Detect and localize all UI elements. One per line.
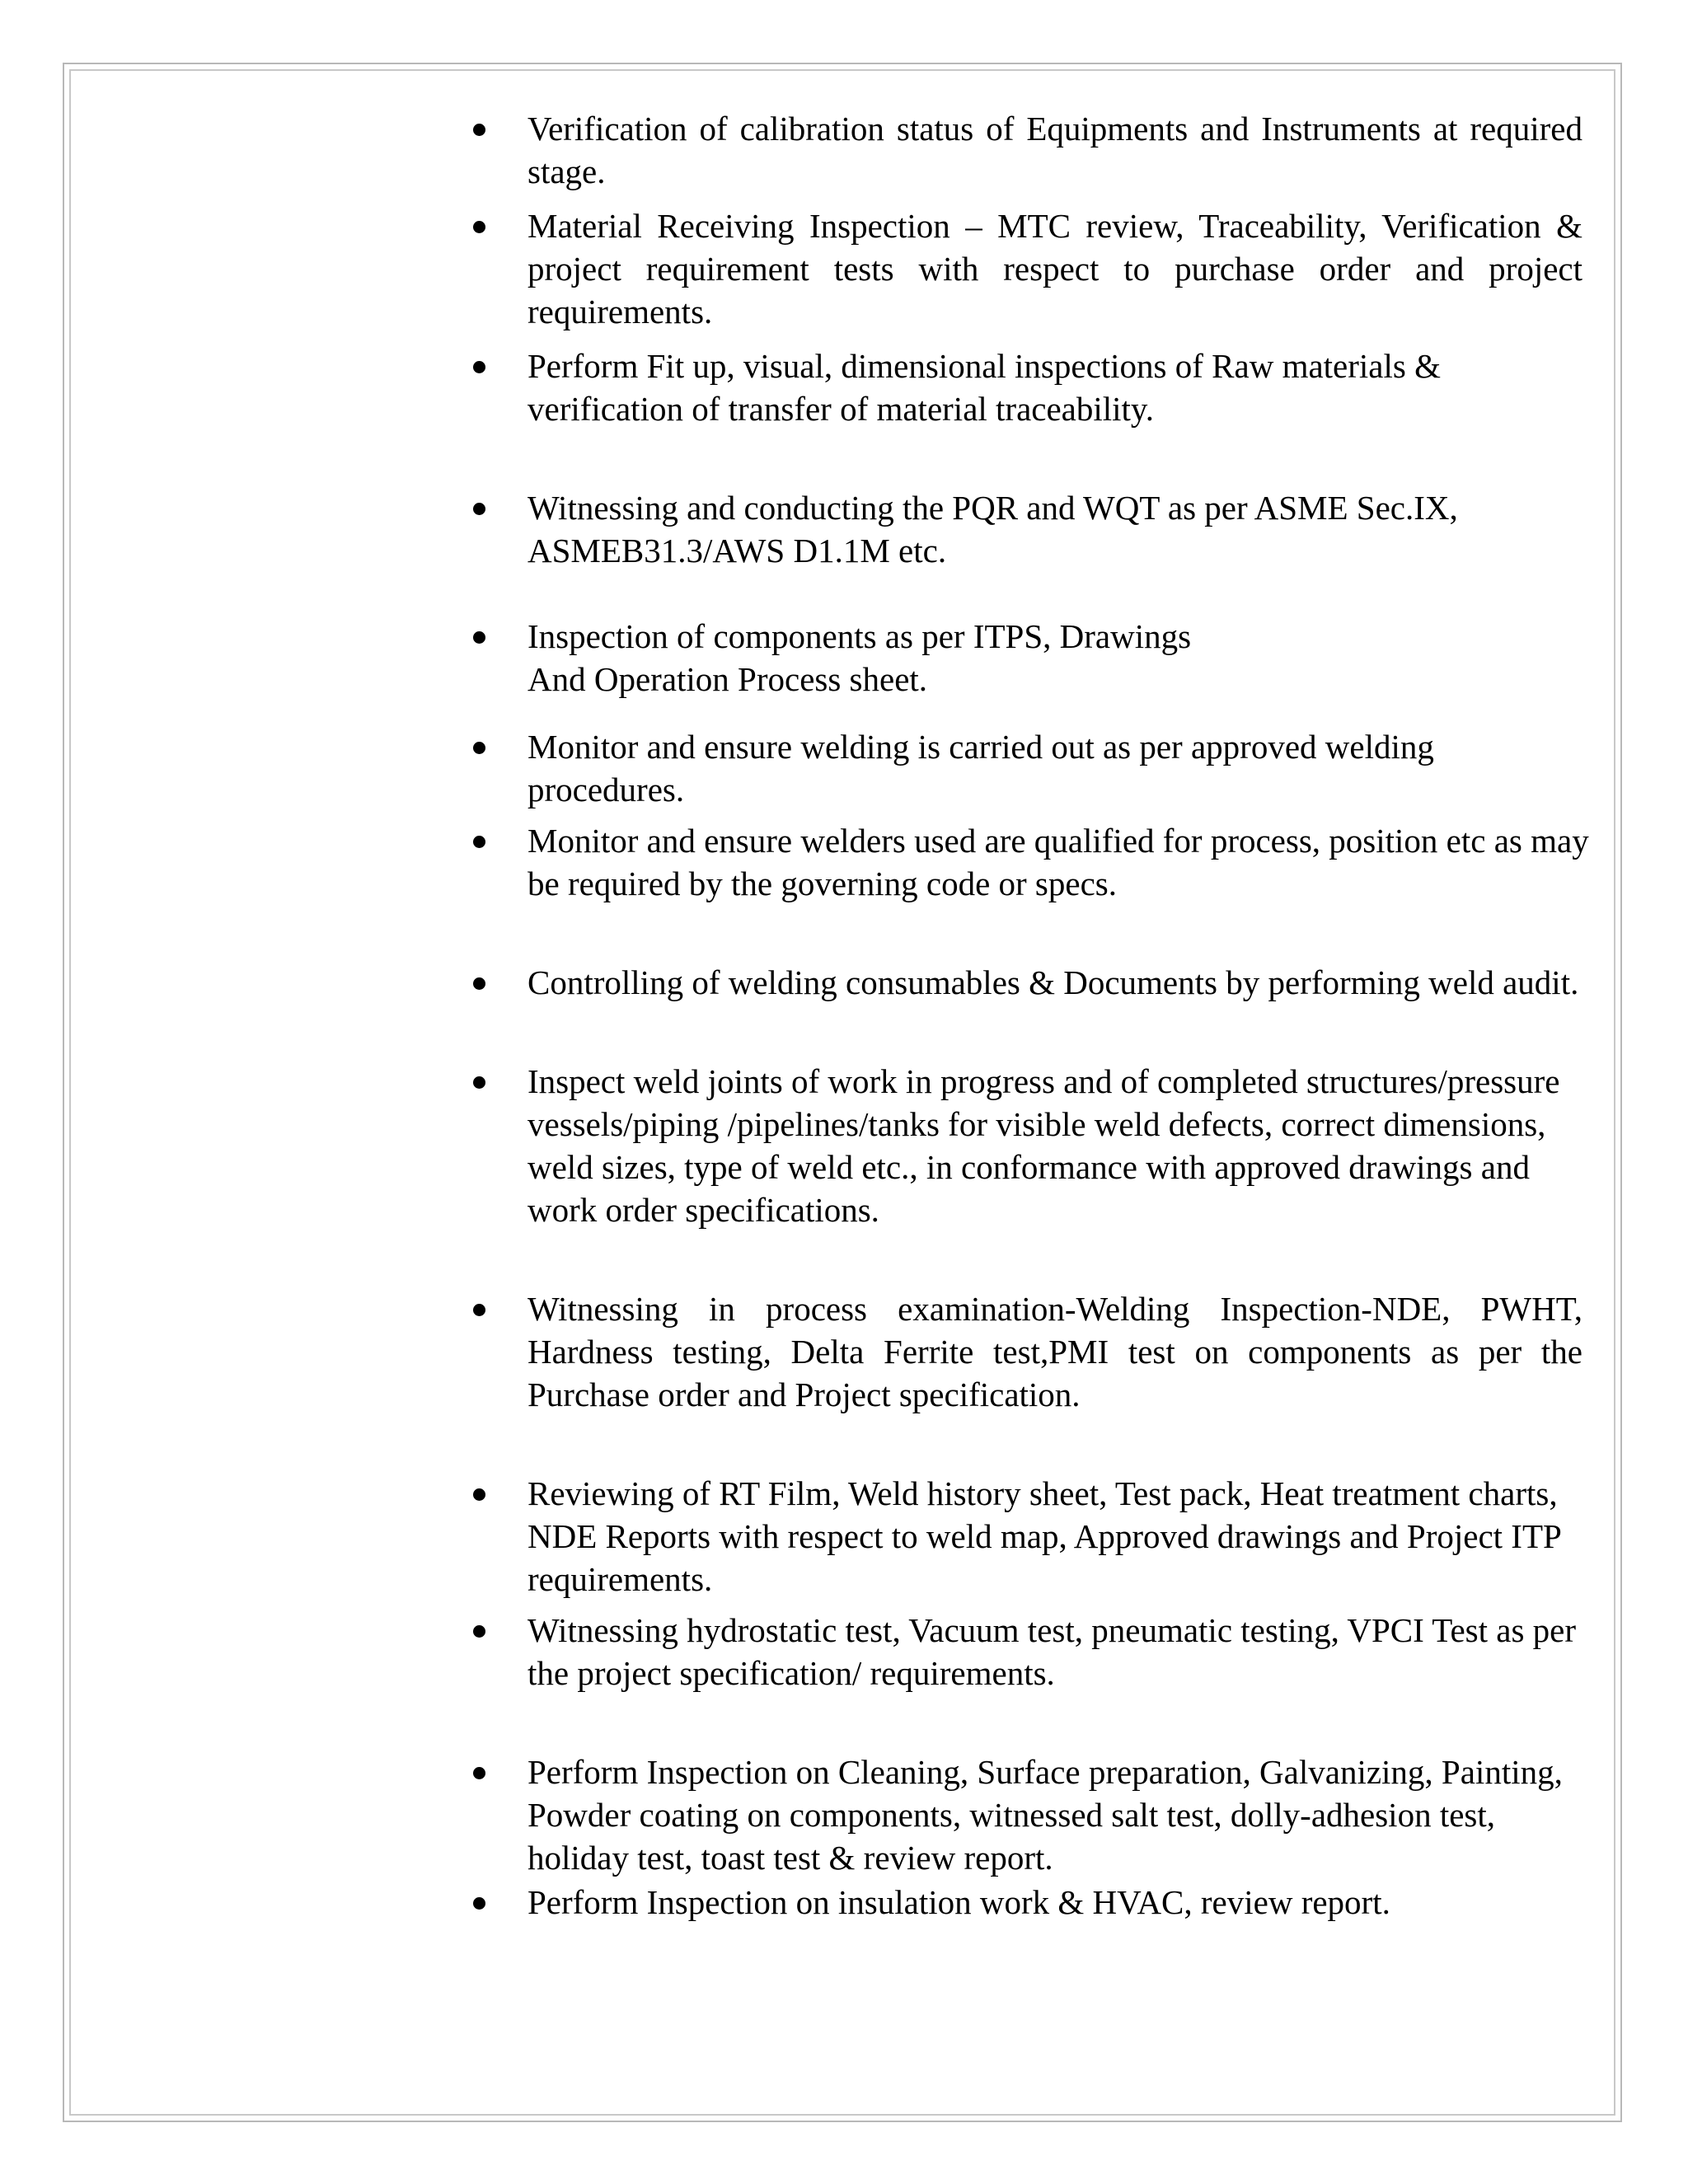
bullet-icon — [473, 503, 485, 515]
list-item — [473, 961, 1599, 1004]
list-item — [473, 1881, 1582, 1924]
list-item-text: Verification of calibration status of Equipments and Instruments at required stage. — [528, 110, 1582, 190]
bullet-icon — [473, 221, 485, 233]
bullet-icon — [473, 361, 485, 373]
list-item-text: Reviewing of RT Film, Weld history sheet, Test pack, Heat treatment charts, NDE Reports with respect to weld map, Approved drawings and Project ITP requirements. — [528, 1474, 1561, 1598]
list-item-text: Material Receiving Inspection – MTC review, Traceability, Verification & project requirement tests with respect to purchase order and project requirements. — [528, 207, 1582, 330]
list-item — [473, 486, 1607, 572]
list-item-text: Witnessing hydrostatic test, Vacuum test, pneumatic testing, VPCI Test as per the project specification/ requirements. — [528, 1611, 1577, 1692]
bullet-icon — [473, 1304, 485, 1316]
bullet-icon — [473, 977, 485, 990]
list-item-text: Monitor and ensure welders used are qualified for process, position etc as may be required by the governing code or specs. — [528, 822, 1589, 902]
list-item — [473, 107, 1582, 193]
list-item-text: Perform Inspection on insulation work & HVAC, review report. — [528, 1883, 1390, 1921]
list-item-text: Controlling of welding consumables & Documents by performing weld audit. — [528, 963, 1579, 1001]
list-item — [473, 1750, 1574, 1879]
bullet-icon — [473, 1076, 485, 1089]
list-item — [473, 344, 1525, 430]
bullet-icon — [473, 124, 485, 136]
bullet-icon — [473, 1488, 485, 1501]
list-item-text-line-1: Inspection of components as per ITPS, Drawings — [528, 617, 1192, 655]
bullet-icon — [473, 1767, 485, 1779]
list-item-text: Perform Fit up, visual, dimensional inspections of Raw materials & verification of transfer of material traceability. — [528, 347, 1441, 428]
list-item — [473, 204, 1582, 333]
list-item-text: Inspect weld joints of work in progress and of completed structures/pressure vessels/piping /pipelines/tanks for visible weld defects, correct dimensions, weld sizes, type of weld etc., in conformance with approved drawings and work order specifications. — [528, 1062, 1560, 1229]
bullet-icon — [473, 1625, 485, 1638]
list-item — [473, 819, 1591, 905]
list-item — [473, 1060, 1599, 1231]
list-item-text: Perform Inspection on Cleaning, Surface preparation, Galvanizing, Painting, Powder coating on components, witnessed salt test, dolly-adhesion test, holiday test, toast test & review report. — [528, 1753, 1563, 1877]
list-item — [473, 1472, 1607, 1601]
list-item — [473, 1287, 1582, 1416]
list-item-text: Witnessing and conducting the PQR and WQT as per ASME Sec.IX, ASMEB31.3/AWS D1.1M etc. — [528, 489, 1458, 569]
bullet-icon — [473, 742, 485, 754]
bullet-icon — [473, 631, 485, 644]
list-item — [473, 725, 1566, 811]
list-item-text: Monitor and ensure welding is carried out as per approved welding procedures. — [528, 728, 1434, 808]
list-item-text-line-2: And Operation Process sheet. — [528, 660, 928, 698]
list-item — [473, 1609, 1607, 1694]
bullet-icon — [473, 836, 485, 848]
list-item — [473, 615, 1582, 701]
bullet-icon — [473, 1897, 485, 1910]
list-item-text: Witnessing in process examination-Welding Inspection-NDE, PWHT, Hardness testing, Delta Ferrite test,PMI test on components as per the Purchase order and Project specification. — [528, 1290, 1582, 1413]
responsibilities-list — [473, 107, 1589, 1924]
